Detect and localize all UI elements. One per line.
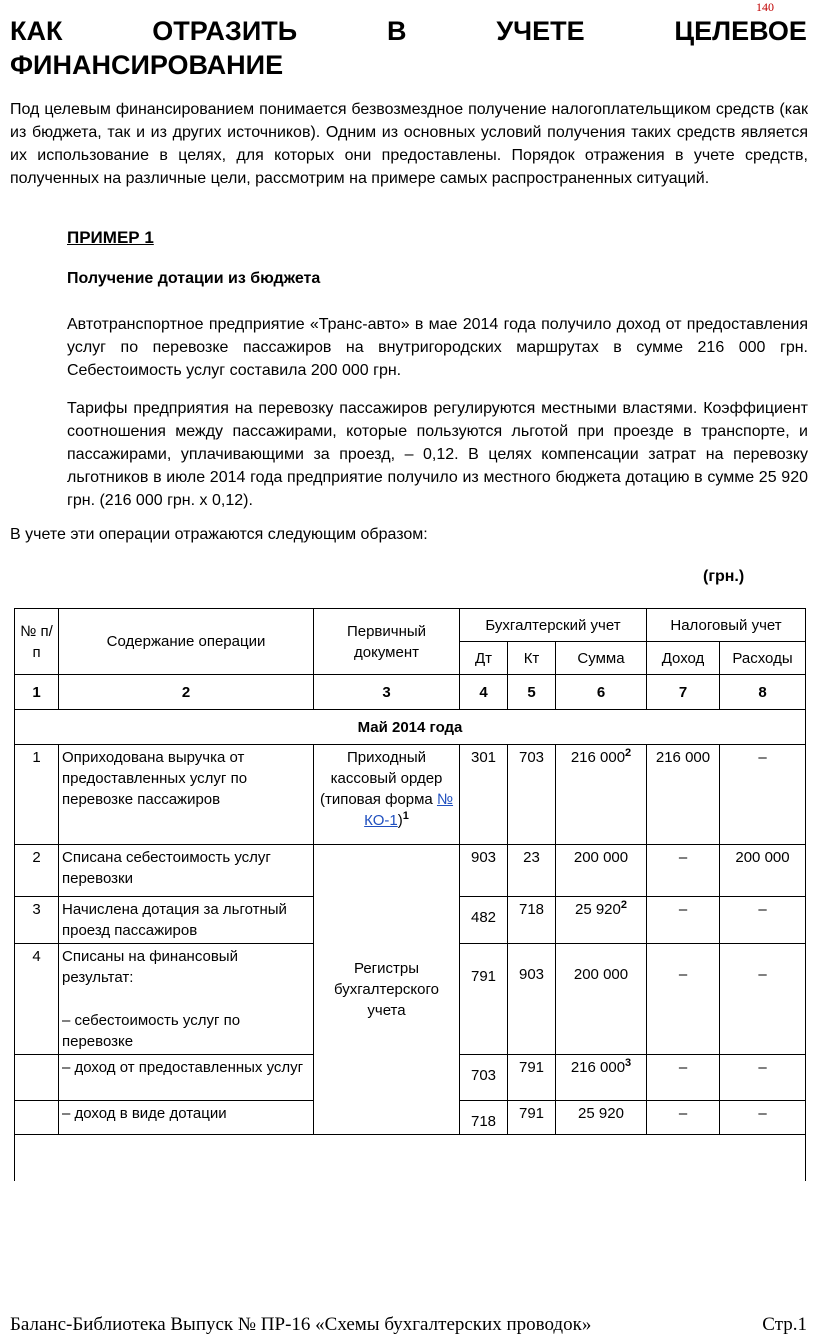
footnote-marker: 3 <box>625 1057 632 1069</box>
accounting-table <box>14 608 806 1181</box>
row-expenses: – <box>720 1055 806 1101</box>
sum-value: 216 000 <box>570 1059 626 1076</box>
header-expenses: Расходы <box>720 642 806 675</box>
header-sum: Сумма <box>556 642 647 675</box>
row-income: – <box>647 1101 720 1135</box>
row-num <box>15 1101 59 1135</box>
table-continuation-row <box>15 1135 806 1182</box>
example-subheading: Получение дотации из бюджета <box>67 270 321 287</box>
row-document: Регистры бухгалтерского учета <box>314 845 460 1135</box>
header-document: Первичный документ <box>314 609 460 675</box>
footer-publication: Баланс-Библиотека Выпуск № ПР-16 «Схемы бухгалтерских проводок» <box>10 1314 592 1335</box>
row-sum: 25 920 <box>556 1101 647 1135</box>
row-sum <box>556 745 647 845</box>
row-expenses: – <box>720 897 806 944</box>
header-income: Доход <box>647 642 720 675</box>
page-footer <box>10 1314 807 1336</box>
row-kt: 791 <box>508 1101 556 1135</box>
header-accounting: Бухгалтерский учет <box>460 609 647 642</box>
row-kt: 718 <box>508 897 556 944</box>
row-dt: 903 <box>460 845 508 897</box>
row-content: Оприходована выручка от предоставленных услуг по перевозке пассажиров <box>59 745 314 845</box>
ko1-form-link[interactable]: № КО-1 <box>364 791 454 829</box>
footnote-marker: 1 <box>402 810 409 822</box>
column-number: 7 <box>647 675 720 710</box>
row-expenses: – <box>720 745 806 845</box>
column-number: 6 <box>556 675 647 710</box>
table-intro: В учете эти операции отражаются следующим образом: <box>10 526 428 543</box>
row-income: – <box>647 944 720 1055</box>
table-header-row <box>15 609 806 642</box>
row-dt: 703 <box>460 1055 508 1101</box>
header-content: Содержание операции <box>59 609 314 675</box>
row-content <box>59 944 314 1055</box>
row-content-sub: – себестоимость услуг по перевозке <box>62 1012 241 1050</box>
month-label: Май 2014 года <box>15 710 806 745</box>
title-word: КАК <box>10 16 63 46</box>
row-kt: 903 <box>508 944 556 1055</box>
row-sum: 200 000 <box>556 944 647 1055</box>
table-row <box>15 845 806 897</box>
header-kt: Кт <box>508 642 556 675</box>
row-dt: 791 <box>460 944 508 1055</box>
row-kt: 703 <box>508 745 556 845</box>
row-num: 2 <box>15 845 59 897</box>
row-content: – доход в виде дотации <box>59 1101 314 1135</box>
row-income: – <box>647 897 720 944</box>
header-tax: Налоговый учет <box>647 609 806 642</box>
row-expenses: – <box>720 944 806 1055</box>
table-row <box>15 745 806 845</box>
row-income: – <box>647 845 720 897</box>
row-sum <box>556 1055 647 1101</box>
header-dt: Дт <box>460 642 508 675</box>
row-dt: 482 <box>460 897 508 944</box>
example-paragraph-2: Тарифы предприятия на перевозку пассажиров регулируются местными властями. Коэффициент соотношения между пассажирами, которые пользуются льготой при проезде в транспорте, и пассажирами, уплачивающими за проезд, – 0,12. В целях компенсации затрат на перевозку льготников в июле 2014 года предприятие получило из местного бюджета дотацию в сумме 25 920 грн. (216 000 грн. х 0,12). <box>67 400 808 509</box>
row-income: 216 000 <box>647 745 720 845</box>
title-word: УЧЕТЕ <box>496 16 585 46</box>
page-title <box>10 14 807 82</box>
row-dt: 301 <box>460 745 508 845</box>
row-kt: 791 <box>508 1055 556 1101</box>
column-number-row <box>15 675 806 710</box>
header-num: № п/п <box>15 609 59 675</box>
footnote-marker: 2 <box>620 899 627 911</box>
row-sum <box>556 897 647 944</box>
title-line-1 <box>10 14 807 48</box>
sum-value: 216 000 <box>570 749 626 766</box>
example-heading: ПРИМЕР 1 <box>67 228 154 247</box>
title-word: В <box>386 16 407 46</box>
column-number: 4 <box>460 675 508 710</box>
row-income: – <box>647 1055 720 1101</box>
row-dt: 718 <box>460 1101 508 1135</box>
row-expenses: 200 000 <box>720 845 806 897</box>
row-sum: 200 000 <box>556 845 647 897</box>
row-expenses: – <box>720 1101 806 1135</box>
sum-value: 25 920 <box>574 901 621 918</box>
example-paragraph-1: Автотранспортное предприятие «Транс-авто» в мае 2014 года получило доход от предоставления услуг по перевозке пассажиров на внутригородских маршрутах в сумме 216 000 грн. Себестоимость услуг составила 200 000 грн. <box>67 316 808 379</box>
row-kt: 23 <box>508 845 556 897</box>
column-number: 3 <box>314 675 460 710</box>
row-content: – доход от предоставленных услуг <box>59 1055 314 1101</box>
document-close: ) <box>397 812 403 829</box>
row-num: 1 <box>15 745 59 845</box>
title-word: ЦЕЛЕВОЕ <box>674 16 807 46</box>
row-num: 3 <box>15 897 59 944</box>
row-content: Начислена дотация за льготный проезд пассажиров <box>59 897 314 944</box>
row-content: Списана себестоимость услуг перевозки <box>59 845 314 897</box>
footer-page: Стр.1 <box>762 1314 807 1335</box>
currency-unit: (грн.) <box>703 568 745 585</box>
column-number: 5 <box>508 675 556 710</box>
column-number: 2 <box>59 675 314 710</box>
row-document <box>314 745 460 845</box>
month-row <box>15 710 806 745</box>
footnote-marker: 2 <box>625 747 632 759</box>
title-word: ОТРАЗИТЬ <box>152 16 298 46</box>
document-text: Приходный кассовый ордер (типовая форма <box>319 749 443 808</box>
column-number: 1 <box>15 675 59 710</box>
row-num: 4 <box>15 944 59 1055</box>
title-line-2: ФИНАНСИРОВАНИЕ <box>10 50 284 80</box>
row-content-title: Списаны на финансовый результат: <box>62 948 238 986</box>
table-continuation <box>15 1135 806 1182</box>
column-number: 8 <box>720 675 806 710</box>
row-num <box>15 1055 59 1101</box>
page-number: 140 <box>756 0 774 14</box>
intro-paragraph: Под целевым финансированием понимается безвозмездное получение налогоплательщиком средств (как из бюджета, так и из других источников). Одним из основных условий получения таких средств является их использование в целях, для которых они предоставлены. Порядок отражения в учете средств, полученных на различные цели, рассмотрим на примере самых распространенных ситуаций. <box>10 101 808 187</box>
